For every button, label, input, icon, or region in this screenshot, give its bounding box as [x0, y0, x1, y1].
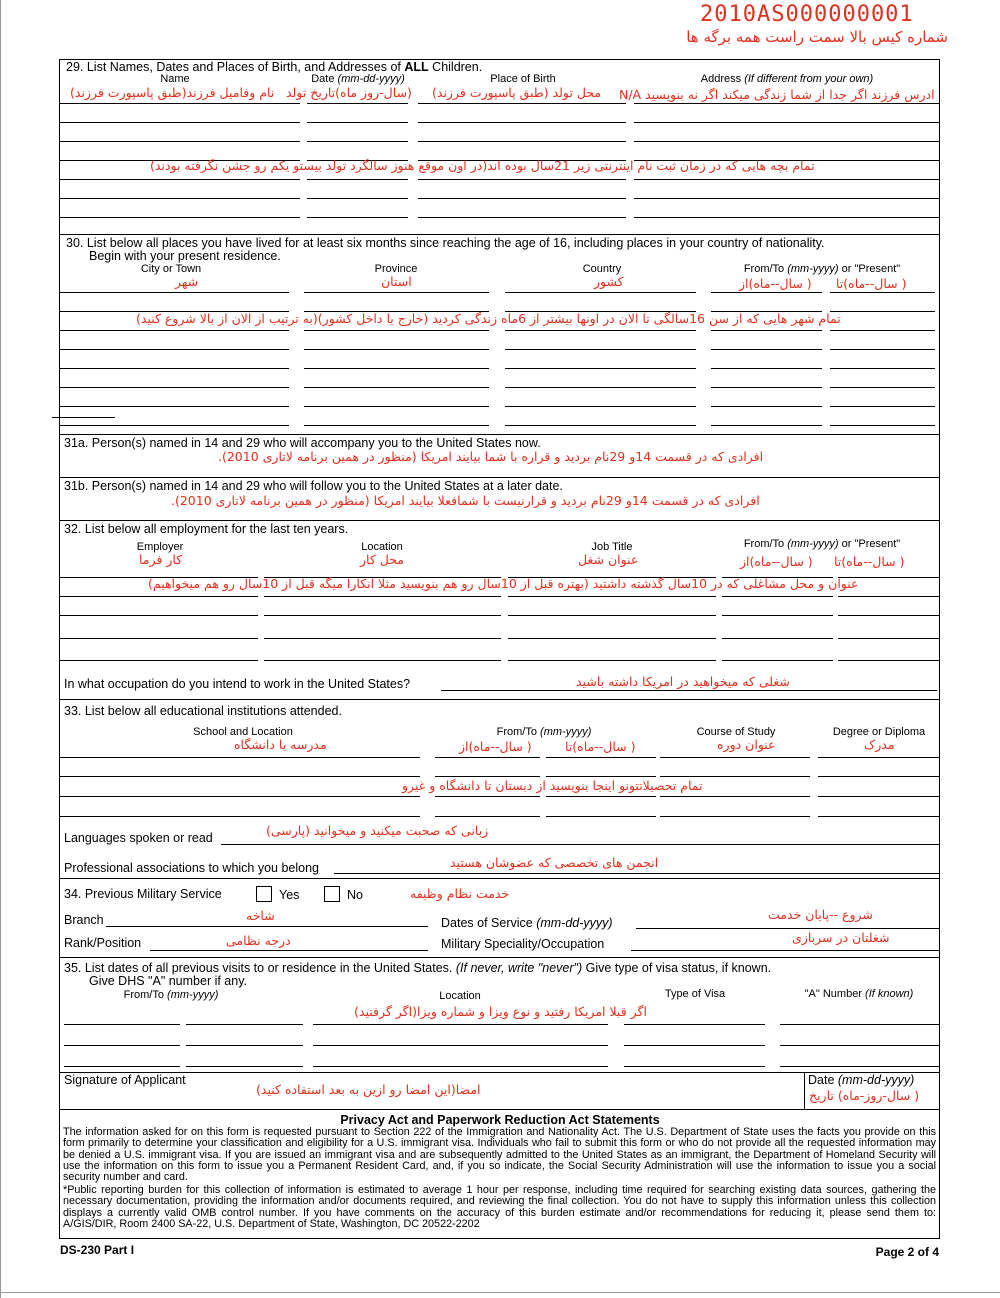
q30-col-province: Province — [374, 263, 418, 275]
q32-col-job: Job Title — [591, 541, 633, 553]
q34-rank-field[interactable] — [150, 950, 428, 951]
q33-fa-course: عنوان دوره — [717, 737, 776, 752]
q35-col-anumber: "A" Number (If known) — [804, 988, 914, 1000]
q34-no-label: No — [347, 888, 363, 902]
q34-fa-dates: شروع --پایان خدمت — [768, 907, 873, 922]
q30-col-country: Country — [582, 263, 622, 275]
page-number: Page 2 of 4 — [875, 1245, 939, 1259]
q33-fa-to: ( سال--ماه)تا — [565, 739, 636, 754]
q29-fa-date: (سال-روز ماه)تاریخ تولد — [286, 85, 412, 100]
q34-yes-label: Yes — [279, 888, 300, 902]
q32-col-location: Location — [361, 541, 403, 553]
q30-fa-city: شهر — [175, 274, 199, 289]
signature-date-label: Date (mm-dd-yyyy) — [808, 1073, 915, 1087]
q31a-fa: افرادی که در قسمت 14و 29نام بردید و قراره با شما بیایند امریکا (منظور در همین برنامه لاتاری 2010). — [218, 449, 764, 464]
q29-fa-place: محل تولد (طبق پاسپورت فرزند) — [432, 85, 602, 100]
q31b-fa: افرادی که در قسمت 14و 29نام بردید و قرارنیست با شمافعلا بیایند امریکا (منظور در همین برنامه لاتاری 2010). — [171, 493, 760, 508]
form-id: DS-230 Part I — [60, 1243, 135, 1257]
q33-fa-degree: مدرک — [864, 737, 895, 752]
signature-fa-date: ( سال-روز-ماه) تاریخ — [809, 1088, 920, 1103]
q34-yes-checkbox[interactable] — [256, 886, 272, 902]
q34-no-checkbox[interactable] — [324, 886, 340, 902]
q29-fa-name: نام وفامیل فرزند(طبق پاسپورت فرزند) — [70, 85, 275, 100]
q33-col-course: Course of Study — [696, 726, 776, 738]
q34-rank-label: Rank/Position — [64, 936, 142, 950]
q32-col-employer: Employer — [136, 541, 184, 553]
q34-specialty-label: Military Speciality/Occupation — [441, 937, 605, 951]
q32-fa-job: عنوان شغل — [578, 552, 639, 567]
q33-fa-from: ( سال--ماه)از — [459, 739, 532, 754]
q34-specialty-field[interactable] — [631, 950, 940, 951]
q29-fa-address: ادرس فرزند اگر جدا از شما زندگی میکند اگر نه بنویسید N/A — [619, 87, 935, 102]
q35-title: 35. List dates of all previous visits to or residence in the United States. (If never, write "never") Give type of visa status, if known. — [64, 961, 772, 975]
page-left-edge — [0, 0, 1, 1298]
q34-fa-specialty: شغلتان در سربازی — [792, 930, 890, 945]
q34-dates-field[interactable] — [636, 928, 940, 929]
q30-fa-country: کشور — [594, 274, 624, 289]
q33-col-fromto: From/To (mm-yyyy) — [496, 726, 592, 738]
q30-fa-from: ( سال--ماه)از — [739, 276, 812, 291]
q32-fa-occupation: شغلی که میخواهید در امریکا داشته باشید — [576, 674, 790, 689]
q35-fa-note: اگر قبلا امریکا رفتید و نوع ویزا و شماره ویزا(اگر گرفتید) — [354, 1004, 647, 1019]
q33-languages-field[interactable] — [221, 844, 940, 845]
q34-dates-label: Dates of Service (mm-dd-yyyy) — [441, 916, 613, 930]
q34-branch-label: Branch — [64, 913, 104, 927]
q33-associations-label: Professional associations to which you belong — [64, 861, 320, 875]
q30-fa-to: ( سال--ماه)تا — [836, 276, 907, 291]
q32-title: 32. List below all employment for the last ten years. — [64, 522, 349, 536]
signature-fa: امضا(این امضا رو ازین به بعد استفاده کنید) — [256, 1082, 481, 1097]
privacy-title: Privacy Act and Paperwork Reduction Act Statements — [340, 1113, 660, 1127]
q34-branch-field[interactable] — [106, 926, 428, 927]
q33-fa-associations: انجمن های تخصصی که عضوشان هستید — [450, 855, 659, 870]
q33-fa-note: تمام تحصیلاتتونو اینجا بنویسید از دبستان تا دانشگاه و غیرو — [402, 778, 703, 793]
q32-occupation-label: In what occupation do you intend to work in the United States? — [64, 677, 411, 691]
q29-title: 29. List Names, Dates and Places of Birth, and Addresses of ALL Children. — [66, 60, 483, 74]
q29-col-address: Address (If different from your own) — [700, 73, 874, 85]
q29-col-name: Name — [160, 73, 190, 85]
q33-fa-school: مدرسه یا دانشگاه — [234, 737, 327, 752]
q29-fa-note: تمام بچه هایی که در زمان ثبت نام اینترنتی زیر 21سال بوده اند(در اون موقع هنوز سالگرد تولد بیستو یکم رو جشن نگرفته بودند) — [150, 158, 815, 173]
q30-title: 30. List below all places you have lived for at least six months since reaching the age of 16, including places in your country of nationality. — [66, 236, 825, 250]
q30-col-fromto: From/To (mm-yyyy) or "Present" — [743, 263, 901, 275]
q34-fa-rank: درجه نظامی — [226, 933, 291, 948]
q32-fa-note: عنوان و محل مشاغلی که در 10سال گذشته داشتید (بهتره قبل از 10سال رو هم بنویسید مثلا انکارا میگه قبل از 10سال رو هم میخواهیم) — [148, 576, 859, 591]
signature-field[interactable] — [60, 1086, 803, 1108]
q35-col-visa: Type of Visa — [664, 988, 726, 1000]
q33-title: 33. List below all educational institutions attended. — [64, 704, 342, 718]
q34-fa-title: خدمت نظام وظیفه — [410, 886, 510, 901]
q31b-title: 31b. Person(s) named in 14 and 29 who will follow you to the United States at a later date. — [64, 479, 563, 493]
q30-fa-province: استان — [381, 274, 412, 289]
q33-fa-languages: زبانی که صحبت میکنید و میخوانید (پارسی) — [266, 823, 489, 838]
q33-col-degree: Degree or Diploma — [832, 726, 926, 738]
q33-languages-label: Languages spoken or read — [64, 831, 213, 845]
q35-title2: Give DHS "A" number if any. — [89, 974, 248, 988]
privacy-p1: The information asked for on this form is requested pursuant to Section 222 of the Immigration and Nationality Act. The U.S. Department of State uses the facts you provide on this form primarily to determine your classification and eligibility for a U.S. immigrant visa. Individuals who fail to submit this form or who do not provide all the requested information may be denied a U.S. immigrant visa. If you are issued an immigrant visa and are subsequently admitted to the United States as an immigrant, the Department of Homeland Security will use the information on this form to issue you a Permanent Resident Card, and, if you so indicate, the Social Security Administration will use the information to issue you a social security number and card. — [63, 1126, 936, 1184]
q30-title2: Begin with your present residence. — [89, 249, 281, 263]
q35-col-location: Location — [439, 990, 481, 1002]
page-bottom-edge — [0, 1292, 1000, 1293]
q33-associations-field[interactable] — [334, 873, 940, 874]
case-number: 2010AS000000001 — [700, 2, 914, 27]
case-number-note: شماره کیس بالا سمت راست همه برگه ها — [686, 28, 948, 46]
q32-col-fromto: From/To (mm-yyyy) or "Present" — [743, 538, 901, 550]
q30-fa-note: تمام شهر هایی که از سن 16سالگی تا الان در اونها بیشتر از 6ماه زندگی کردید (خارج یا داخل کشور)(به ترتیب از الان از بالا شروع کنید) — [136, 311, 841, 326]
q32-fa-from: ( سال--ماه)از — [740, 554, 813, 569]
q32-fa-to: ( سال--ماه)تا — [834, 554, 905, 569]
q33-col-school: School and Location — [193, 726, 293, 738]
q30-col-city: City or Town — [140, 263, 202, 275]
q35-col-fromto: From/To (mm-yyyy) — [123, 989, 219, 1001]
q29-col-place: Place of Birth — [490, 73, 556, 85]
q32-occupation-field[interactable] — [441, 690, 937, 691]
q32-fa-location: محل کار — [360, 552, 405, 567]
q31a-title: 31a. Person(s) named in 14 and 29 who will accompany you to the United States now. — [64, 436, 541, 450]
privacy-p2: *Public reporting burden for this collection of information is estimated to average 1 hour per response, including time required for searching existing data sources, gathering the necessary documentation, providing the information and/or documents required, and reviewing the final collection. You do not have to supply this information unless this collection displays a currently valid OMB control number. If you have comments on the accuracy of this burden estimate and/or recommendations for reducing it, please send them to: A/GIS/DIR, Room 2400 SA-22, U.S. Department of State, Washington, DC 20522-2202 — [63, 1184, 936, 1230]
q32-fa-employer: کار فرما — [139, 552, 183, 567]
q34-fa-branch: شاخه — [246, 908, 275, 923]
signature-label: Signature of Applicant — [64, 1073, 186, 1087]
q29-col-date: Date (mm-dd-yyyy) — [311, 73, 405, 85]
q34-title: 34. Previous Military Service — [64, 887, 222, 901]
